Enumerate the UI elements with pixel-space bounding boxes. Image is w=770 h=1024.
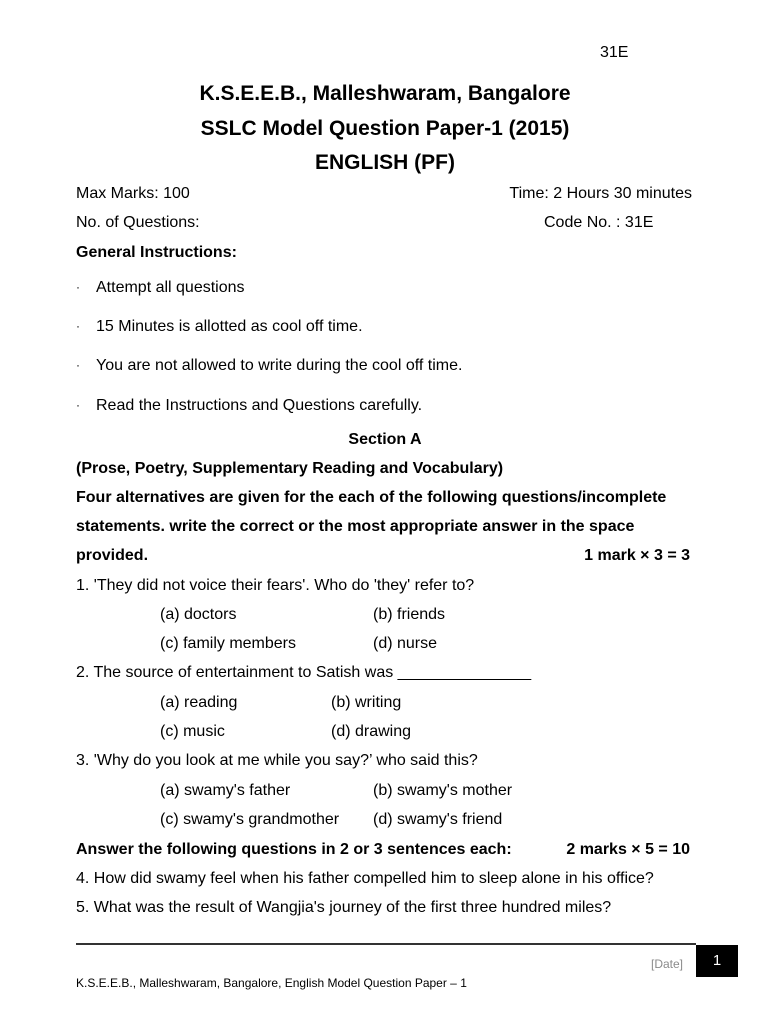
board-title: K.S.E.E.B., Malleshwaram, Bangalore xyxy=(199,82,571,105)
section-b-direction: Answer the following questions in 2 or 3 sentences each: xyxy=(76,841,512,858)
option: (c) music xyxy=(160,723,225,740)
bullet-icon: · xyxy=(76,319,80,333)
section-b-marks: 2 marks × 5 = 10 xyxy=(566,841,690,858)
instruction-item: Read the Instructions and Questions carefully. xyxy=(96,397,423,414)
instruction-item: You are not allowed to write during the cool off time. xyxy=(96,357,463,374)
option: (b) writing xyxy=(331,694,402,711)
bullet-icon: · xyxy=(76,398,80,412)
section-a-marks: 1 mark × 3 = 3 xyxy=(584,547,690,564)
option: (a) reading xyxy=(160,694,238,711)
option: (d) nurse xyxy=(373,635,438,652)
time-allowed: Time: 2 Hours 30 minutes xyxy=(509,185,692,202)
option: (b) friends xyxy=(373,606,446,623)
subject-title: ENGLISH (PF) xyxy=(315,151,455,174)
footer-date: [Date] xyxy=(651,957,684,971)
footer-divider xyxy=(76,943,696,945)
instruction-item: Attempt all questions xyxy=(96,279,245,296)
question-4: 4. How did swamy feel when his father compelled him to sleep alone in his office? xyxy=(76,870,654,887)
page-number: 1 xyxy=(696,945,738,977)
question-1: 1. 'They did not voice their fears'. Who do 'they' refer to? xyxy=(76,577,475,594)
question-5: 5. What was the result of Wangjia's journey of the first three hundred miles? xyxy=(76,899,612,916)
question-3: 3. 'Why do you look at me while you say?’ who said this? xyxy=(76,752,478,769)
section-a-direction: statements. write the correct or the most appropriate answer in the space xyxy=(76,518,635,535)
option: (d) drawing xyxy=(331,723,412,740)
instruction-item: 15 Minutes is allotted as cool off time. xyxy=(96,318,363,335)
option: (a) swamy's father xyxy=(160,782,291,799)
footer-text: K.S.E.E.B., Malleshwaram, Bangalore, English Model Question Paper – 1 xyxy=(76,976,467,990)
option: (b) swamy's mother xyxy=(373,782,513,799)
section-a-direction: Four alternatives are given for the each of the following questions/incomplete xyxy=(76,489,667,506)
bullet-icon: · xyxy=(76,280,80,294)
num-questions: No. of Questions: xyxy=(76,214,200,231)
option: (d) swamy's friend xyxy=(373,811,503,828)
section-a-subtitle: (Prose, Poetry, Supplementary Reading and Vocabulary) xyxy=(76,460,504,477)
bullet-icon: · xyxy=(76,358,80,372)
code-no: Code No. : 31E xyxy=(544,214,654,231)
paper-title: SSLC Model Question Paper-1 (2015) xyxy=(200,117,570,140)
code-top: 31E xyxy=(600,44,629,61)
option: (c) swamy's grandmother xyxy=(160,811,340,828)
question-2: 2. The source of entertainment to Satish was _______________ xyxy=(76,664,532,681)
instructions-title: General Instructions: xyxy=(76,244,237,261)
option: (a) doctors xyxy=(160,606,237,623)
option: (c) family members xyxy=(160,635,297,652)
max-marks: Max Marks: 100 xyxy=(76,185,190,202)
section-a-direction: provided. xyxy=(76,547,149,564)
section-a-title: Section A xyxy=(348,431,422,448)
